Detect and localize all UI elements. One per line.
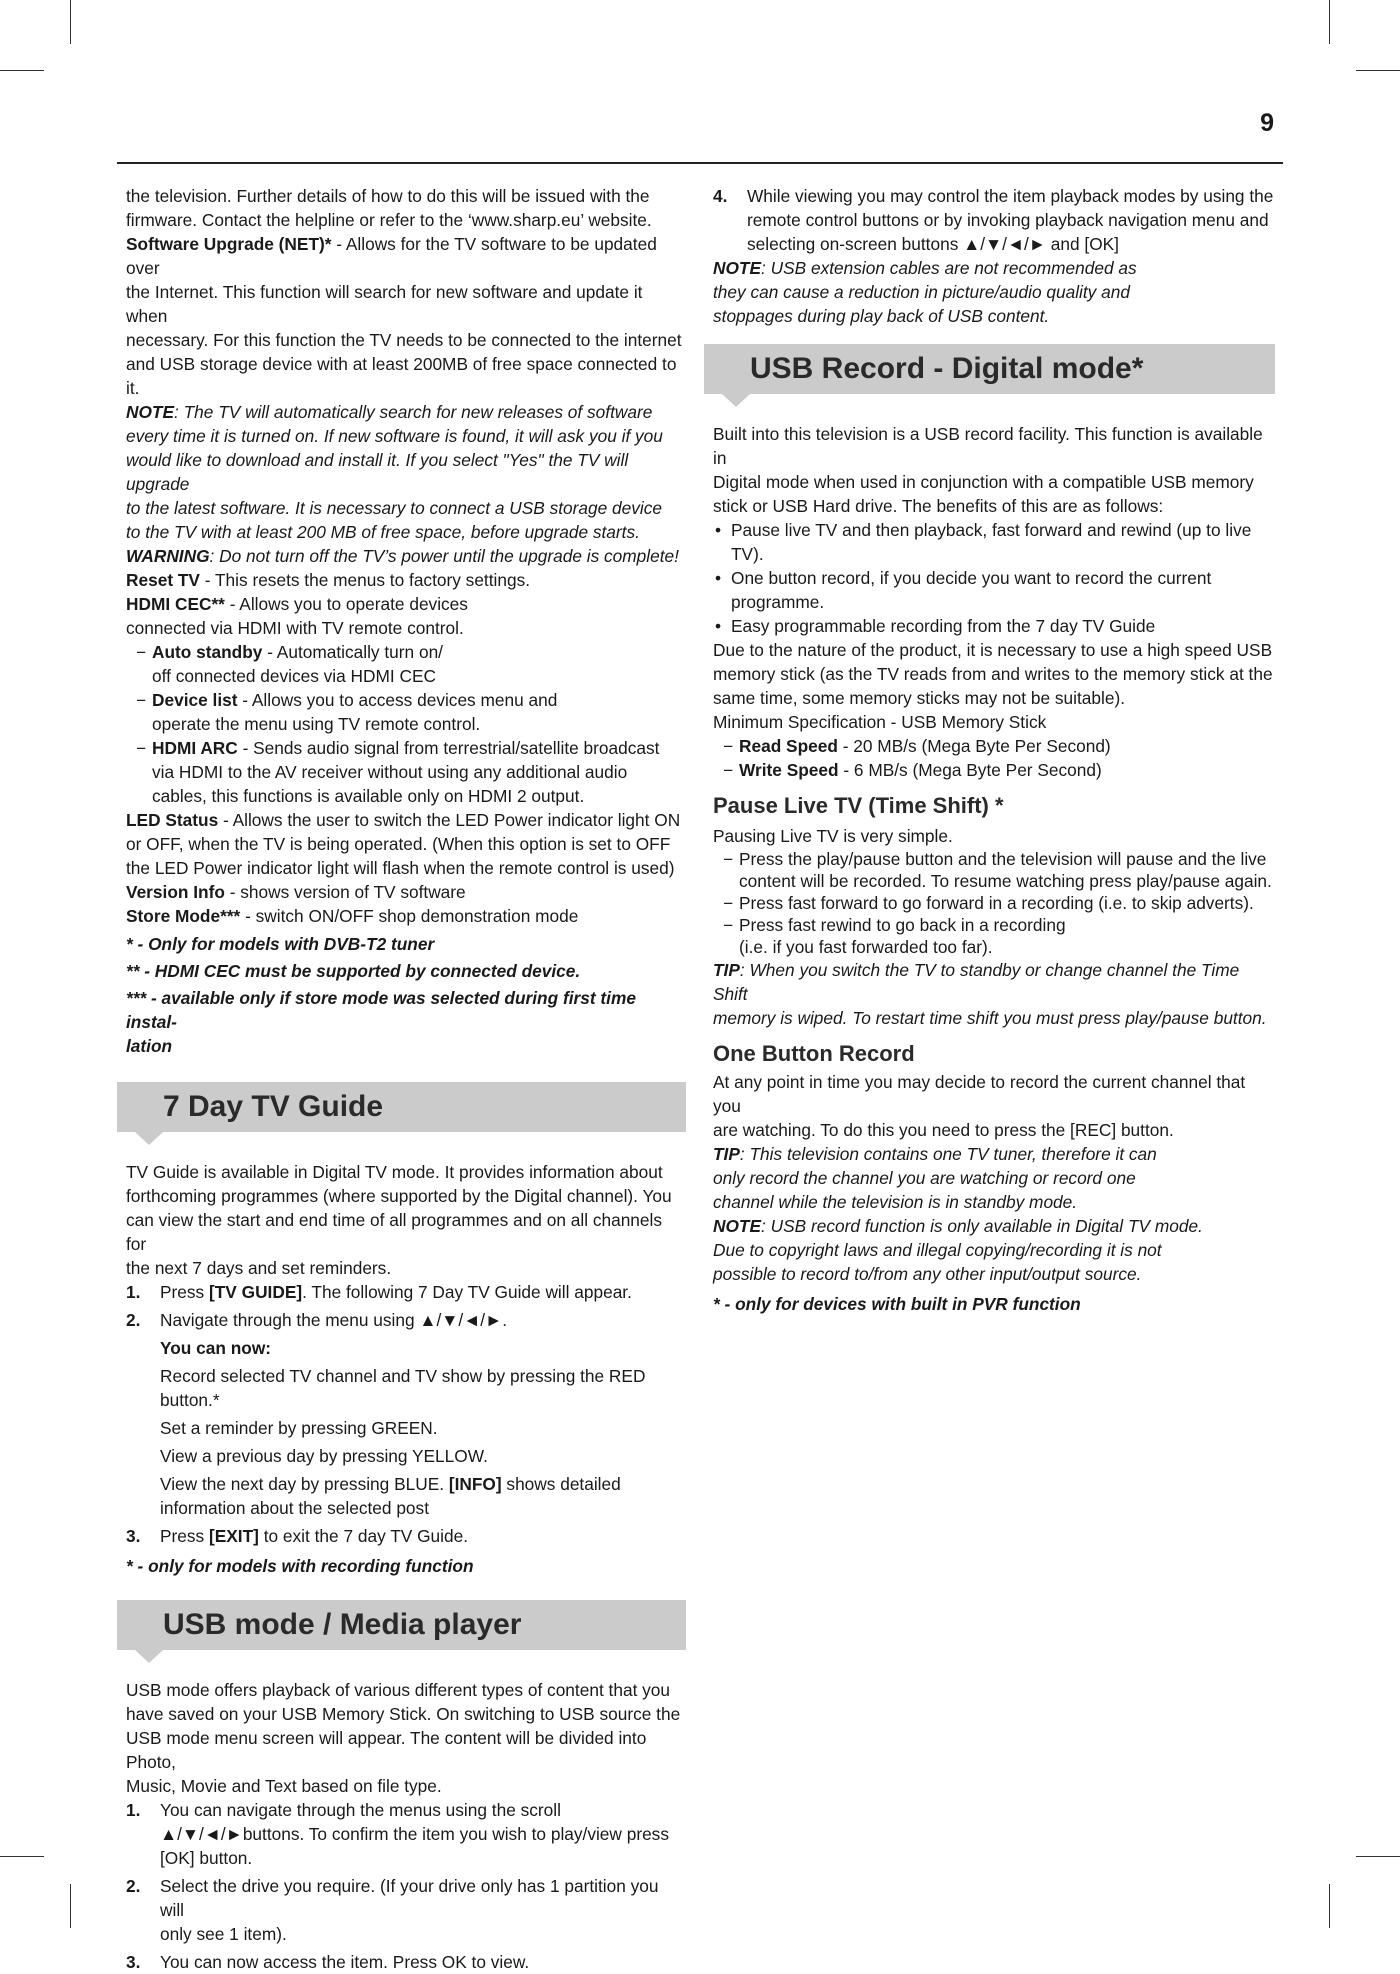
tv-guide-intro: can view the start and end time of all programmes and on all channels for	[126, 1210, 663, 1254]
usb-intro: have saved on your USB Memory Stick. On switching to USB source the	[126, 1704, 681, 1724]
usb-record-nature: Due to the nature of the product, it is necessary to use a high speed USB	[713, 640, 1273, 660]
tip-label: TIP	[713, 960, 740, 980]
upgrade-note-line: would like to download and install it. If you select "Yes" the TV will upgrade	[126, 450, 629, 494]
hdmi-arc-line: via HDMI to the AV receiver without using any additional audio	[152, 762, 628, 782]
step-text: You can now access the item. Press OK to view.	[160, 1952, 530, 1972]
section-banner-usb-mode	[117, 1600, 686, 1650]
tv-guide-intro: the next 7 days and set reminders.	[126, 1258, 392, 1278]
one-button-note-line: Due to copyright laws and illegal copying/recording it is not	[713, 1240, 1162, 1260]
write-speed	[713, 758, 1275, 782]
upgrade-note-line: every time it is turned on. If new software is found, it will ask you if you	[126, 426, 663, 446]
subheading-one-button: One Button Record	[713, 1041, 915, 1066]
pause-live-item: − Press fast rewind to go back in a recording	[713, 914, 1275, 936]
write-speed-label: Write Speed	[739, 760, 839, 780]
footnote: ** - HDMI CEC must be supported by connected device.	[126, 961, 581, 981]
usb-intro: USB mode offers playback of various different types of content that you	[126, 1680, 671, 1700]
usb-step	[713, 184, 1275, 208]
hdmi-cec-line: connected via HDMI with TV remote control.	[126, 618, 464, 638]
usb-record-intro: Digital mode when used in conjunction with a compatible USB memory	[713, 472, 1254, 492]
usb-intro: USB mode menu screen will appear. The content will be divided into Photo,	[126, 1728, 647, 1772]
benefit-item: • Easy programmable recording from the 7 day TV Guide	[713, 614, 1275, 638]
section-title: USB Record - Digital mode*	[750, 352, 1144, 385]
min-spec: Minimum Specification - USB Memory Stick	[713, 712, 1047, 732]
key-label: [EXIT]	[208, 1526, 259, 1546]
usb-step-line: selecting on-screen buttons ▲/▼/◄/► and [OK]	[747, 234, 1119, 254]
auto-standby-label: Auto standby	[152, 642, 263, 662]
usb-step	[126, 1798, 686, 1822]
device-list-line: operate the menu using TV remote control.	[152, 714, 481, 734]
hdmi-cec-text: - Allows you to operate devices	[224, 594, 468, 614]
software-upgrade-line: necessary. For this function the TV needs to be connected to the internet	[126, 330, 682, 350]
left-column	[126, 184, 686, 1974]
write-speed-text: - 6 MB/s (Mega Byte Per Second)	[838, 760, 1102, 780]
usb-record-intro: Built into this television is a USB record facility. This function is available in	[713, 424, 1263, 468]
hdmi-arc	[126, 736, 686, 760]
step-number: 3.	[126, 1526, 141, 1546]
read-speed-label: Read Speed	[739, 736, 838, 756]
led-status-line: the LED Power indicator light will flash when the remote control is used)	[126, 858, 675, 878]
page-number: 9	[1260, 109, 1274, 137]
tv-guide-step	[126, 1524, 686, 1548]
one-button-intro: are watching. To do this you need to press the [REC] button.	[713, 1120, 1174, 1140]
usb-record-nature: same time, some memory sticks may not be suitable).	[713, 688, 1125, 708]
usb-record-intro: stick or USB Hard drive. The benefits of this are as follows:	[713, 496, 1164, 516]
pause-live-item: − Press fast forward to go forward in a recording (i.e. to skip adverts).	[713, 892, 1275, 914]
benefit-item: • One button record, if you decide you want to record the current	[713, 566, 1275, 590]
read-speed-text: - 20 MB/s (Mega Byte Per Second)	[837, 736, 1111, 756]
step-number: 3.	[126, 1952, 141, 1972]
crop-mark	[70, 1884, 71, 1928]
version-info-text: - shows version of TV software	[224, 882, 466, 902]
software-upgrade-label: Software Upgrade (NET)*	[126, 234, 332, 254]
led-status-line: or OFF, when the TV is being operated. (When this option is set to OFF	[126, 834, 671, 854]
auto-standby-text: - Automatically turn on/	[262, 642, 443, 662]
footnote: lation	[126, 1036, 173, 1056]
intro-line: firmware. Contact the helpline or refer to the ‘www.sharp.eu’ website.	[126, 210, 652, 230]
upgrade-note	[126, 400, 686, 424]
warning-label: WARNING	[126, 546, 210, 566]
you-can-now: You can now:	[160, 1338, 272, 1358]
footnote: * - only for devices with built in PVR function	[713, 1294, 1081, 1314]
led-status	[126, 808, 686, 832]
crop-mark	[1329, 0, 1330, 44]
crop-mark	[0, 70, 44, 71]
hdmi-cec-label: HDMI CEC**	[126, 594, 225, 614]
tv-guide-intro: forthcoming programmes (where supported by the Digital channel). You	[126, 1186, 672, 1206]
usb-step-line: ▲/▼/◄/►buttons. To confirm the item you wish to play/view press	[160, 1824, 669, 1844]
footnote: * - only for models with recording function	[126, 1556, 474, 1576]
tip-label: TIP	[713, 1144, 740, 1164]
pause-live-intro: Pausing Live TV is very simple.	[713, 826, 953, 846]
section-title: USB mode / Media player	[163, 1608, 522, 1641]
warning	[126, 544, 686, 568]
step-number: 4.	[713, 186, 728, 206]
step-number: 1.	[126, 1800, 141, 1820]
crop-mark	[70, 0, 71, 44]
auto-standby	[126, 640, 686, 664]
one-button-tip-line: channel while the television is in standby mode.	[713, 1192, 1078, 1212]
tv-guide-step	[126, 1280, 686, 1304]
footnote: *** - available only if store mode was selected during first time instal-	[126, 988, 636, 1032]
tv-guide-step	[126, 1308, 686, 1332]
warning-text: : Do not turn off the TV’s power until the upgrade is complete!	[209, 546, 679, 566]
step-number: 2.	[126, 1876, 141, 1896]
action-text: shows detailed	[501, 1474, 621, 1494]
pause-live-tip-line: memory is wiped. To restart time shift you must press play/pause button.	[713, 1008, 1267, 1028]
benefit-item: • Pause live TV and then playback, fast forward and rewind (up to live TV).	[713, 518, 1275, 566]
step-text: Press	[160, 1282, 209, 1302]
reset-tv-text: - This resets the menus to factory settings.	[199, 570, 531, 590]
pause-live-item-line: content will be recorded. To resume watching press play/pause again.	[739, 871, 1272, 891]
crop-mark	[0, 1856, 44, 1857]
step-text: . The following 7 Day TV Guide will appear.	[302, 1282, 632, 1302]
auto-standby-line: off connected devices via HDMI CEC	[152, 666, 436, 686]
store-mode	[126, 904, 686, 928]
usb-step	[126, 1874, 686, 1922]
one-button-note-line: possible to record to/from any other input/output source.	[713, 1264, 1142, 1284]
crop-mark	[1356, 1856, 1400, 1857]
step-number: 2.	[126, 1310, 141, 1330]
note-label: NOTE	[713, 1216, 762, 1236]
hdmi-arc-line: cables, this functions is available only on HDMI 2 output.	[152, 786, 585, 806]
version-info-label: Version Info	[126, 882, 225, 902]
led-status-label: LED Status	[126, 810, 219, 830]
hdmi-cec	[126, 592, 686, 616]
usb-note-line: stoppages during play back of USB content.	[713, 306, 1050, 326]
usb-step-line: [OK] button.	[160, 1848, 253, 1868]
reset-tv-label: Reset TV	[126, 570, 200, 590]
step-text: to exit the 7 day TV Guide.	[258, 1526, 469, 1546]
pause-live-tip	[713, 958, 1275, 1006]
section-title: 7 Day TV Guide	[163, 1090, 384, 1123]
step-text: While viewing you may control the item playback modes by using the	[747, 186, 1274, 206]
software-upgrade-line: and USB storage device with at least 200MB of free space connected to it.	[126, 354, 677, 398]
guide-action: View a previous day by pressing YELLOW.	[160, 1446, 488, 1466]
usb-note	[713, 256, 1275, 280]
one-button-tip-line: only record the channel you are watching or record one	[713, 1168, 1136, 1188]
hdmi-arc-text: - Sends audio signal from terrestrial/satellite broadcast	[237, 738, 660, 758]
note-text: : USB extension cables are not recommended as	[761, 258, 1137, 278]
software-upgrade	[126, 232, 686, 280]
pause-live-item: − Press the play/pause button and the television will pause and the live	[713, 848, 1275, 870]
step-text: Press	[160, 1526, 209, 1546]
store-mode-text: - switch ON/OFF shop demonstration mode	[240, 906, 579, 926]
guide-action	[126, 1472, 686, 1496]
software-upgrade-line: the Internet. This function will search for new software and update it when	[126, 282, 643, 326]
note-text: : USB record function is only available in Digital TV mode.	[761, 1216, 1203, 1236]
hdmi-arc-label: HDMI ARC	[152, 738, 238, 758]
device-list	[126, 688, 686, 712]
one-button-tip	[713, 1142, 1275, 1166]
read-speed	[713, 734, 1275, 758]
upgrade-note-line: to the TV with at least 200 MB of free space, before upgrade starts.	[126, 522, 640, 542]
guide-action-line: information about the selected post	[160, 1498, 429, 1518]
software-upgrade-text: - Allows for the TV software to be updated over	[126, 234, 657, 278]
guide-action: Record selected TV channel and TV show by pressing the RED button.*	[160, 1366, 646, 1410]
step-number: 1.	[126, 1282, 141, 1302]
action-text: View the next day by pressing BLUE.	[160, 1474, 449, 1494]
section-banner-tv-guide	[117, 1082, 686, 1132]
right-column	[713, 184, 1275, 1316]
one-button-note	[713, 1214, 1275, 1238]
note-label: NOTE	[713, 258, 762, 278]
upgrade-note-line: to the latest software. It is necessary to connect a USB storage device	[126, 498, 662, 518]
device-list-text: - Allows you to access devices menu and	[237, 690, 558, 710]
usb-step-line: only see 1 item).	[160, 1924, 287, 1944]
usb-note-line: they can cause a reduction in picture/audio quality and	[713, 282, 1130, 302]
section-banner-usb-record	[704, 344, 1275, 394]
crop-mark	[1356, 70, 1400, 71]
tv-guide-intro: TV Guide is available in Digital TV mode. It provides information about	[126, 1162, 663, 1182]
guide-action: Set a reminder by pressing GREEN.	[160, 1418, 438, 1438]
key-label: [INFO]	[448, 1474, 502, 1494]
usb-step-line: remote control buttons or by invoking playback navigation menu and	[747, 210, 1269, 230]
version-info	[126, 880, 686, 904]
device-list-label: Device list	[152, 690, 238, 710]
note-text: : The TV will automatically search for new releases of software	[174, 402, 653, 422]
tip-text: : When you switch the TV to standby or change channel the Time Shift	[713, 960, 1240, 1004]
step-text: You can navigate through the menus using the scroll	[160, 1800, 561, 1820]
tip-text: : This television contains one TV tuner, therefore it can	[739, 1144, 1157, 1164]
footnote: * - Only for models with DVB-T2 tuner	[126, 934, 435, 954]
header-rule	[117, 162, 1283, 164]
usb-step	[126, 1950, 686, 1974]
led-status-text: - Allows the user to switch the LED Power indicator light ON	[218, 810, 681, 830]
note-label: NOTE	[126, 402, 175, 422]
pause-live-item-line: (i.e. if you fast forwarded too far).	[739, 937, 993, 957]
store-mode-label: Store Mode***	[126, 906, 241, 926]
subheading-pause-live: Pause Live TV (Time Shift) *	[713, 793, 1004, 818]
reset-tv	[126, 568, 686, 592]
key-label: [TV GUIDE]	[208, 1282, 303, 1302]
usb-record-nature: memory stick (as the TV reads from and writes to the memory stick at the	[713, 664, 1273, 684]
intro-line: the television. Further details of how to do this will be issued with the	[126, 186, 650, 206]
benefit-item-line: programme.	[731, 592, 825, 612]
one-button-intro: At any point in time you may decide to record the current channel that you	[713, 1072, 1246, 1116]
step-text: Navigate through the menu using ▲/▼/◄/►.	[160, 1310, 508, 1330]
crop-mark	[1329, 1884, 1330, 1928]
step-text: Select the drive you require. (If your drive only has 1 partition you will	[160, 1876, 659, 1920]
usb-intro: Music, Movie and Text based on file type.	[126, 1776, 442, 1796]
